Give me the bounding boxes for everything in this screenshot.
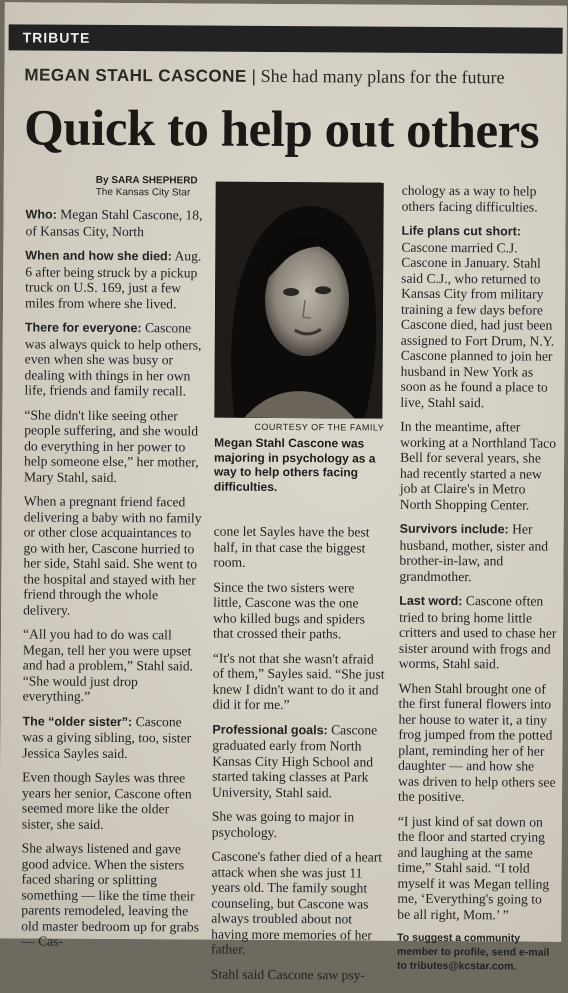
paragraph-text: When a pregnant friend faced delivering a baby with no family or other close acquaintances to go with her, Cascone hurried to her side, Stahl said. She went to the hospital and stayed with her friend through the whole delivery.	[23, 493, 202, 618]
article-paragraph	[212, 721, 384, 801]
paragraph-text: Cascone was a giving sibling, too, sister Jessica Sayles said.	[22, 713, 192, 761]
section-banner	[9, 24, 563, 53]
article-column-2	[211, 524, 386, 992]
portrait-image	[214, 182, 383, 419]
article-paragraph	[400, 419, 561, 513]
article-paragraph	[23, 626, 203, 705]
paragraph-label: Who:	[25, 207, 57, 222]
paragraph-text: “I just kind of sat down on the floor and started crying and laughing at the same time,” Stahl said. “I told myself it was Megan telling me, ‘Everything's going to be all right, Mom.’ ”	[397, 813, 550, 922]
paragraph-text: chology as a way to help others facing difficulties.	[401, 182, 538, 215]
paragraph-label: The “older sister”:	[22, 713, 133, 729]
paragraph-text: Cascone married C.J. Cascone in January. Stahl said C.J., who returned to Kansas City from military training a few days before Cascone died, had just been assigned to Fort Drum, N.Y. Cascone planned to join her husband in New York as soon as he found a place to live, Stahl said.	[400, 239, 555, 410]
paragraph-text: Since the two sisters were little, Cascone was the one who killed bugs and spiders that crossed their paths.	[212, 579, 365, 642]
article-paragraph	[211, 849, 384, 959]
paragraph-text: Megan Stahl Cascone, 18, of Kansas City, North	[25, 206, 203, 239]
paragraph-label: There for everyone:	[24, 320, 142, 336]
byline-author: By SARA SHEPHERD	[95, 174, 198, 187]
paragraph-text: Cascone was always quick to help others, even when she was busy or dealing with things in her own life, friends and family recall.	[24, 320, 202, 399]
article-column-3	[397, 183, 562, 983]
paragraph-label: Survivors include:	[399, 521, 509, 537]
article-paragraph	[400, 223, 561, 411]
article-paragraph	[399, 593, 559, 672]
paragraph-text: cone let Sayles have the best half, in that case the biggest room.	[213, 523, 370, 570]
article-paragraph	[211, 966, 383, 983]
paragraph-text: Cascone's father died of a heart attack when she was just 11 years old. The family sought counseling, but Cascone was always troubled about not having more memories of her father.	[211, 848, 383, 957]
paragraph-text: She always listened and gave good advice. When the sisters faced sharing or splitting something — like the time their parents remodeled, leaving the old master bedroom up for grabs — Cas-	[21, 840, 200, 949]
article-paragraph	[398, 680, 559, 805]
paragraph-text: Aug. 6 after being struck by a pickup truck on U.S. 169, just a few miles from where she lived.	[24, 248, 202, 311]
kicker-separator: |	[251, 66, 256, 86]
section-label: TRIBUTE	[22, 29, 91, 46]
article-paragraph	[24, 319, 204, 399]
paragraph-text: In the meantime, after working at a Northland Taco Bell for several years, she had recently started a new job at Claire's in Metro North Shopping Center.	[399, 418, 557, 513]
photo-credit: COURTESY OF THE FAMILY	[254, 421, 385, 433]
paragraph-text: Stahl said Cascone saw psy-	[210, 966, 366, 983]
article-paragraph	[25, 206, 205, 239]
paragraph-text: “She didn't like seeing other people suffering, and she would do everything in her power to help someone else,” her mother, Mary Stahl, said.	[23, 406, 199, 485]
paragraph-text: Her husband, mother, sister and brother-in-law, and grandmother.	[399, 521, 549, 584]
article-paragraph	[213, 524, 385, 572]
paragraph-text: Even though Sayles was three years her senior, Cascone often seemed more like the older sister, she said.	[21, 769, 192, 832]
article-column-1	[21, 174, 206, 959]
article-paragraph	[22, 769, 202, 832]
contact-note: To suggest a community member to profile, send e-mail to tributes@kcstar.com.	[396, 931, 550, 973]
byline	[26, 174, 206, 199]
headline: Quick to help out others	[23, 100, 540, 160]
portrait-photo	[214, 182, 383, 419]
article-paragraph	[212, 809, 384, 841]
article-paragraph	[399, 521, 559, 585]
article-paragraph	[397, 813, 558, 922]
paragraph-text: “All you had to do was call Megan, tell her you were upset and had a problem,” Stahl said. “She would just drop everything.”	[22, 626, 194, 704]
article-paragraph	[24, 407, 204, 486]
kicker	[24, 64, 564, 88]
paragraph-label: When and how she died:	[25, 248, 172, 264]
paragraph-label: Life plans cut short:	[401, 223, 521, 239]
kicker-subhead: She had many plans for the future	[260, 65, 505, 88]
paragraph-text: Cascone graduated early from North Kansas City High School and started taking classes at Park University, Stahl said.	[212, 721, 378, 800]
byline-paper: The Kansas City Star	[95, 186, 191, 199]
paragraph-text: She was going to major in psychology.	[211, 808, 355, 840]
paragraph-text: When Stahl brought one of the first funeral flowers into her house to water it, a tiny frog jumped from the potted plant, reminding her of her daughter — and how she was driven to help others see the positive.	[397, 680, 556, 805]
kicker-name: MEGAN STAHL CASCONE	[24, 65, 247, 86]
article-paragraph	[213, 650, 385, 713]
paragraph-text: Cascone often tried to bring home little critters and used to chase her sister around with frogs and worms, Stahl said.	[398, 593, 557, 672]
newspaper-clipping	[0, 2, 567, 983]
article-paragraph	[21, 840, 202, 950]
article-paragraph	[22, 713, 202, 762]
paragraph-label: Last word:	[399, 593, 463, 609]
photo-caption: Megan Stahl Cascone was majoring in psychology as a way to help others facing difficulties.	[213, 435, 376, 494]
article-paragraph	[25, 247, 205, 311]
paragraph-text: “It's not that she wasn't afraid of them,” Sayles said. “She just knew I didn't want to do it and did it for me.”	[212, 650, 385, 713]
paragraph-label: Professional goals:	[212, 722, 328, 737]
article-paragraph	[402, 183, 562, 215]
article-paragraph	[213, 579, 385, 642]
article-paragraph	[23, 493, 204, 618]
